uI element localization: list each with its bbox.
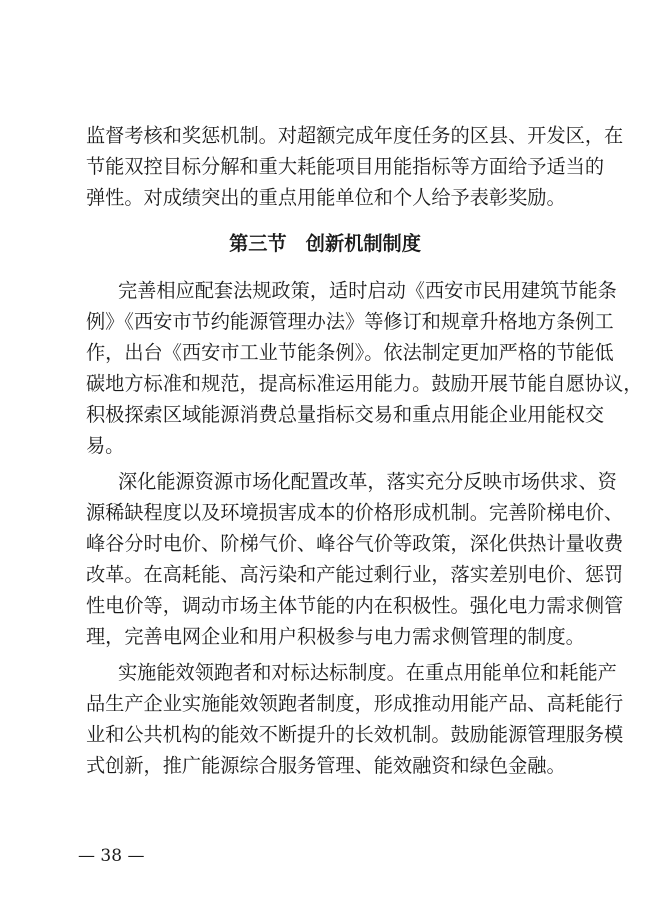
paragraph-1-line: 易。 (86, 434, 125, 457)
paragraph-intro-line: 监督考核和奖惩机制。对超额完成年度任务的区县、开发区，在 (86, 124, 624, 147)
paragraph-intro-line: 节能双控目标分解和重大耗能项目用能指标等方面给予适当的 (86, 155, 605, 178)
paragraph-3-line: 实施能效领跑者和对标达标制度。在重点用能单位和耗能产 (118, 661, 617, 684)
paragraph-1-line: 碳地方标准和规范，提高标准运用能力。鼓励开展节能自愿协议， (86, 372, 643, 395)
paragraph-2-line: 性电价等，调动市场主体节能的内在积极性。强化电力需求侧管 (86, 594, 624, 617)
paragraph-1-line: 例》《西安市节约能源管理办法》等修订和规章升格地方条例工 (86, 310, 614, 333)
paragraph-intro-line: 弹性。对成绩突出的重点用能单位和个人给予表彰奖励。 (86, 186, 566, 209)
paragraph-2-line: 改革。在高耗能、高污染和产能过剩行业，落实差别电价、惩罚 (86, 563, 624, 586)
paragraph-2-line: 源稀缺程度以及环境损害成本的价格形成机制。完善阶梯电价、 (86, 501, 624, 524)
paragraph-1-line: 积极探索区域能源消费总量指标交易和重点用能企业用能权交 (86, 403, 605, 426)
paragraph-2-line: 深化能源资源市场化配置改革，落实充分反映市场供求、资 (118, 470, 617, 493)
paragraph-3-line: 业和公共机构的能效不断提升的长效机制。鼓励能源管理服务模 (86, 723, 624, 746)
paragraph-3-line: 品生产企业实施能效领跑者制度，形成推动用能产品、高耗能行 (86, 692, 624, 715)
paragraph-2-line: 峰谷分时电价、阶梯气价、峰谷气价等政策，深化供热计量收费 (86, 532, 624, 555)
paragraph-1-line: 完善相应配套法规政策，适时启动《西安市民用建筑节能条 (118, 279, 617, 302)
page-number: — 38 — (78, 846, 145, 866)
paragraph-2-line: 理，完善电网企业和用户积极参与电力需求侧管理的制度。 (86, 625, 585, 648)
paragraph-1-line: 作，出台《西安市工业节能条例》。依法制定更加严格的节能低 (86, 341, 614, 364)
paragraph-3-line: 式创新，推广能源综合服务管理、能效融资和绿色金融。 (86, 754, 566, 777)
section-heading: 第三节 创新机制制度 (229, 232, 421, 255)
